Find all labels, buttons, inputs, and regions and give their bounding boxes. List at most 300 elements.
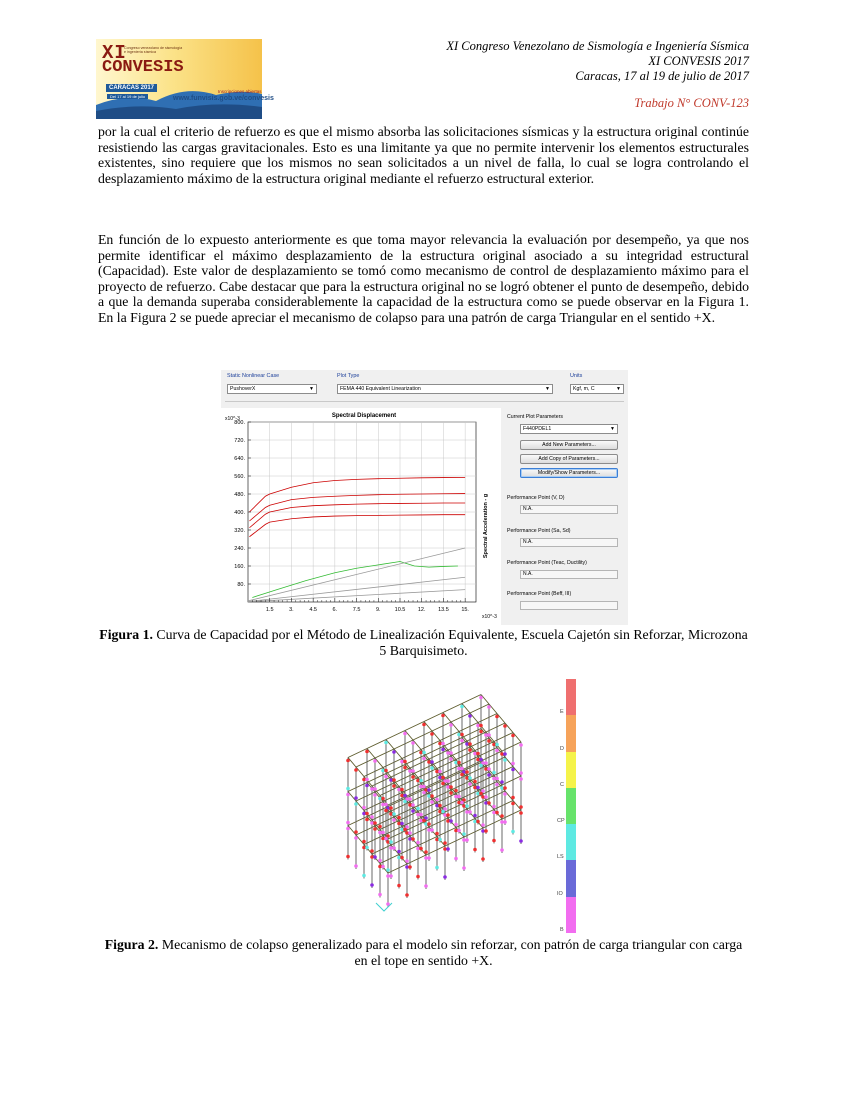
plastic-hinge bbox=[427, 856, 431, 860]
plastic-hinge bbox=[443, 875, 447, 879]
plastic-hinge bbox=[430, 828, 434, 832]
x-tick-label: 9. bbox=[375, 607, 381, 613]
plastic-hinge bbox=[392, 846, 396, 850]
plastic-hinge bbox=[495, 743, 499, 747]
beam bbox=[443, 704, 462, 713]
plastic-hinge bbox=[416, 875, 420, 879]
y-multiplier: x10^-3 bbox=[225, 416, 240, 422]
plastic-hinge bbox=[365, 750, 369, 754]
y-tick-label: 640. bbox=[234, 456, 245, 462]
plastic-hinge bbox=[519, 743, 523, 747]
plastic-hinge bbox=[400, 856, 404, 860]
logo-inscriptions: Inscripciones abiertas bbox=[218, 89, 262, 94]
plastic-hinge bbox=[511, 762, 515, 766]
pp-sasd-field: N.A. bbox=[520, 538, 618, 547]
plastic-hinge bbox=[479, 792, 483, 796]
beam bbox=[513, 801, 521, 811]
plastic-hinge bbox=[373, 759, 377, 763]
plastic-hinge bbox=[384, 741, 388, 745]
legend-swatch-cp bbox=[566, 788, 576, 824]
current-plot-parameters-label: Current Plot Parameters bbox=[507, 414, 563, 420]
beam bbox=[481, 695, 489, 705]
pp-beff-field bbox=[520, 601, 618, 610]
chevron-down-icon: ▼ bbox=[610, 426, 615, 432]
beam bbox=[424, 713, 443, 722]
current-plot-parameters-value: F440PDEL1 bbox=[523, 426, 552, 432]
beam bbox=[505, 757, 513, 767]
plastic-hinge bbox=[389, 806, 393, 810]
plastic-hinge bbox=[460, 739, 464, 743]
plastic-hinge bbox=[438, 838, 442, 842]
plastic-hinge bbox=[424, 850, 428, 854]
beam bbox=[405, 722, 424, 731]
plastic-hinge bbox=[476, 752, 480, 756]
chevron-down-icon: ▼ bbox=[616, 386, 621, 392]
plastic-hinge bbox=[384, 803, 388, 807]
plastic-hinge bbox=[403, 732, 407, 736]
plastic-hinge bbox=[416, 841, 420, 845]
plastic-hinge bbox=[503, 752, 507, 756]
congress-logo bbox=[96, 39, 274, 119]
beam bbox=[380, 864, 388, 874]
x-tick-label: 6. bbox=[332, 607, 338, 613]
plastic-hinge bbox=[354, 836, 358, 840]
beam bbox=[375, 758, 383, 768]
beam bbox=[497, 714, 505, 724]
plastic-hinge bbox=[400, 822, 404, 826]
beam bbox=[410, 836, 418, 846]
plastic-hinge bbox=[408, 865, 412, 869]
plastic-hinge bbox=[441, 810, 445, 814]
x-tick-label: 15. bbox=[461, 607, 469, 613]
units-label: Units bbox=[570, 373, 583, 379]
plastic-hinge bbox=[511, 734, 515, 738]
logo-convesis: CONVESIS bbox=[102, 58, 184, 77]
plot-type-value: FEMA 440 Equivalent Linearization bbox=[340, 386, 421, 392]
plastic-hinge bbox=[365, 812, 369, 816]
legend-label-e: E bbox=[560, 709, 564, 716]
legend-label-cp: CP bbox=[557, 818, 565, 825]
plastic-hinge bbox=[492, 839, 496, 843]
plastic-hinge bbox=[362, 874, 366, 878]
hinge-legend-bar bbox=[566, 679, 576, 933]
plastic-hinge bbox=[449, 791, 453, 795]
beam bbox=[391, 845, 399, 855]
plastic-hinge bbox=[386, 902, 390, 906]
beam bbox=[364, 845, 372, 855]
plastic-hinge bbox=[454, 823, 458, 827]
plastic-hinge bbox=[438, 770, 442, 774]
plastic-hinge bbox=[479, 764, 483, 768]
plastic-hinge bbox=[389, 840, 393, 844]
plastic-hinge bbox=[365, 846, 369, 850]
x-tick-label: 1.5 bbox=[265, 607, 274, 613]
plastic-hinge bbox=[422, 785, 426, 789]
beam bbox=[386, 774, 394, 784]
plastic-hinge bbox=[495, 811, 499, 815]
beam bbox=[429, 827, 437, 837]
plastic-hinge bbox=[479, 724, 483, 728]
beam bbox=[497, 748, 505, 758]
plastic-hinge bbox=[370, 883, 374, 887]
plastic-hinge bbox=[354, 864, 358, 868]
pp-beff-label: Performance Point (Beff, III) bbox=[507, 591, 572, 597]
plastic-hinge bbox=[430, 794, 434, 798]
y-tick-label: 720. bbox=[234, 438, 245, 444]
beam bbox=[424, 722, 432, 732]
beam bbox=[394, 783, 402, 793]
beam bbox=[356, 758, 375, 767]
plastic-hinge bbox=[427, 788, 431, 792]
plastic-hinge bbox=[511, 802, 515, 806]
plastic-hinge bbox=[449, 723, 453, 727]
static-case-select[interactable] bbox=[227, 384, 317, 394]
plastic-hinge bbox=[362, 806, 366, 810]
plastic-hinge bbox=[378, 893, 382, 897]
plastic-hinge bbox=[419, 813, 423, 817]
plastic-hinge bbox=[487, 801, 491, 805]
plastic-hinge bbox=[384, 837, 388, 841]
plastic-hinge bbox=[492, 771, 496, 775]
plastic-hinge bbox=[346, 787, 350, 791]
y-axis-label: Spectral Acceleration - g bbox=[483, 493, 489, 559]
plastic-hinge bbox=[449, 751, 453, 755]
plastic-hinge bbox=[346, 793, 350, 797]
add-new-parameters-button[interactable]: Add New Parameters... bbox=[520, 440, 618, 450]
beam bbox=[394, 749, 402, 759]
plastic-hinge bbox=[500, 780, 504, 784]
beam bbox=[505, 723, 513, 733]
plastic-hinge bbox=[503, 820, 507, 824]
plastic-hinge bbox=[519, 771, 523, 775]
plastic-hinge bbox=[495, 777, 499, 781]
beam bbox=[462, 695, 481, 704]
plastic-hinge bbox=[378, 825, 382, 829]
beam bbox=[356, 801, 364, 811]
beam bbox=[348, 758, 356, 768]
plastic-hinge bbox=[392, 750, 396, 754]
plastic-hinge bbox=[389, 874, 393, 878]
plastic-hinge bbox=[384, 769, 388, 773]
beam bbox=[489, 738, 497, 748]
plastic-hinge bbox=[481, 823, 485, 827]
beam bbox=[470, 713, 478, 723]
y-tick-label: 800. bbox=[234, 420, 245, 426]
paragraph-1: por la cual el criterio de refuerzo es que el mismo absorba las solicitaciones sísmicas y la estructura original continúe resistiendo las cargas gravitacionales. Esto es una limitante ya que no permite intervenir los elementos estructurales existentes, sino requiere que los mismos no sean solicitados a un nivel de falla, lo cual se logra controlando el desplazamiento máximo de la estructura original mediante el refuerzo estructural exterior. bbox=[98, 124, 749, 186]
plastic-hinge bbox=[487, 733, 491, 737]
plastic-hinge bbox=[422, 819, 426, 823]
beam bbox=[348, 792, 356, 802]
plastic-hinge bbox=[503, 724, 507, 728]
plastic-hinge bbox=[495, 715, 499, 719]
beam bbox=[367, 783, 375, 793]
plastic-hinge bbox=[362, 840, 366, 844]
plastic-hinge bbox=[487, 767, 491, 771]
plastic-hinge bbox=[460, 767, 464, 771]
plastic-hinge bbox=[441, 714, 445, 718]
plastic-hinge bbox=[365, 784, 369, 788]
plastic-hinge bbox=[346, 821, 350, 825]
add-copy-parameters-button[interactable]: Add Copy of Parameters... bbox=[520, 454, 618, 464]
plastic-hinge bbox=[416, 807, 420, 811]
legend-swatch-c bbox=[566, 752, 576, 788]
legend-swatch-d bbox=[566, 715, 576, 751]
plastic-hinge bbox=[392, 778, 396, 782]
plastic-hinge bbox=[373, 793, 377, 797]
x-multiplier: x10^-3 bbox=[482, 614, 497, 620]
plastic-hinge bbox=[457, 761, 461, 765]
divider bbox=[225, 401, 624, 402]
plastic-hinge bbox=[381, 831, 385, 835]
beam bbox=[451, 713, 470, 722]
beam bbox=[451, 756, 459, 766]
legend-label-b: B bbox=[560, 927, 564, 933]
plastic-hinge bbox=[370, 849, 374, 853]
beam bbox=[467, 809, 475, 819]
plastic-hinge bbox=[457, 795, 461, 799]
plastic-hinge bbox=[500, 814, 504, 818]
plastic-hinge bbox=[519, 811, 523, 815]
beam bbox=[475, 819, 483, 829]
plastic-hinge bbox=[419, 779, 423, 783]
plastic-hinge bbox=[411, 775, 415, 779]
legend-label-io: IO bbox=[557, 890, 563, 897]
x-tick-label: 10.5 bbox=[394, 607, 406, 613]
plastic-hinge bbox=[422, 791, 426, 795]
beam bbox=[513, 733, 521, 743]
beam bbox=[367, 749, 375, 759]
plastic-hinge bbox=[481, 857, 485, 861]
plastic-hinge bbox=[424, 884, 428, 888]
plastic-hinge bbox=[484, 829, 488, 833]
pp-vd-label: Performance Point (V, D) bbox=[507, 495, 565, 501]
beam bbox=[405, 731, 413, 741]
x-tick-label: 3. bbox=[289, 607, 294, 613]
logo-xi: XI bbox=[102, 42, 127, 64]
beam bbox=[486, 800, 494, 810]
plastic-hinge bbox=[411, 769, 415, 773]
plastic-hinge bbox=[468, 714, 472, 718]
plastic-hinge bbox=[500, 848, 504, 852]
plastic-hinge bbox=[419, 847, 423, 851]
plastic-hinge bbox=[405, 893, 409, 897]
plastic-hinge bbox=[441, 782, 445, 786]
logo-dates: Del 17 al 19 de julio bbox=[107, 94, 148, 99]
legend-swatch-b bbox=[566, 897, 576, 933]
plastic-hinge bbox=[397, 816, 401, 820]
plastic-hinge bbox=[460, 773, 464, 777]
plastic-hinge bbox=[519, 805, 523, 809]
plastic-hinge bbox=[373, 787, 377, 791]
logo-website: www.funvisis.gob.ve/convesis bbox=[173, 95, 274, 102]
x-tick-label: 7.5 bbox=[352, 607, 361, 613]
figure-1-caption bbox=[98, 627, 749, 659]
plastic-hinge bbox=[354, 802, 358, 806]
legend-label-c: C bbox=[560, 781, 564, 788]
plastic-hinge bbox=[435, 866, 439, 870]
plastic-hinge bbox=[430, 800, 434, 804]
beam bbox=[462, 738, 470, 748]
beam bbox=[432, 722, 451, 731]
figure-2-caption bbox=[98, 937, 749, 969]
plastic-hinge bbox=[365, 778, 369, 782]
conference-header bbox=[446, 39, 749, 84]
beam bbox=[437, 837, 445, 847]
figure-1-caption-label: Figura 1. bbox=[99, 627, 153, 642]
plastic-hinge bbox=[403, 828, 407, 832]
plastic-hinge bbox=[373, 855, 377, 859]
header-line-2: XI CONVESIS 2017 bbox=[648, 54, 749, 68]
legend-swatch-ls bbox=[566, 824, 576, 860]
plastic-hinge bbox=[386, 868, 390, 872]
legend-label-d: D bbox=[560, 745, 564, 752]
beam bbox=[456, 828, 464, 838]
plastic-hinge bbox=[473, 814, 477, 818]
plastic-hinge bbox=[484, 795, 488, 799]
beam bbox=[375, 749, 394, 758]
beam bbox=[462, 704, 470, 714]
beam bbox=[432, 765, 440, 775]
plastic-hinge bbox=[365, 818, 369, 822]
plastic-hinge bbox=[438, 804, 442, 808]
plastic-hinge bbox=[373, 827, 377, 831]
plastic-hinge bbox=[411, 809, 415, 813]
plastic-hinge bbox=[354, 830, 358, 834]
y-tick-label: 320. bbox=[234, 528, 245, 534]
plastic-hinge bbox=[397, 884, 401, 888]
plastic-hinge bbox=[370, 815, 374, 819]
beam bbox=[348, 826, 356, 836]
chevron-down-icon: ▼ bbox=[545, 386, 550, 392]
plastic-hinge bbox=[441, 748, 445, 752]
plastic-hinge bbox=[460, 801, 464, 805]
x-tick-label: 13.5 bbox=[438, 607, 449, 613]
plastic-hinge bbox=[487, 705, 491, 709]
pp-teff-label: Performance Point (Teac, Ductility) bbox=[507, 560, 587, 566]
plastic-hinge bbox=[411, 741, 415, 745]
plastic-hinge bbox=[511, 830, 515, 834]
plastic-hinge bbox=[468, 748, 472, 752]
y-tick-label: 80. bbox=[237, 582, 245, 588]
plastic-hinge bbox=[484, 761, 488, 765]
units-select[interactable] bbox=[570, 384, 624, 394]
plastic-hinge bbox=[446, 813, 450, 817]
plastic-hinge bbox=[449, 785, 453, 789]
logo-city: CARACAS 2017 bbox=[106, 84, 157, 92]
plastic-hinge bbox=[346, 759, 350, 763]
plastic-hinge bbox=[435, 832, 439, 836]
static-case-label: Static Nonlinear Case bbox=[227, 373, 280, 379]
legend-swatch-e bbox=[566, 679, 576, 715]
plot-type-label: Plot Type bbox=[337, 373, 360, 379]
plastic-hinge bbox=[468, 810, 472, 814]
current-plot-parameters-select[interactable] bbox=[520, 424, 618, 434]
beam bbox=[451, 722, 459, 732]
plastic-hinge bbox=[462, 832, 466, 836]
plastic-hinge bbox=[441, 742, 445, 746]
plastic-hinge bbox=[435, 798, 439, 802]
beam bbox=[386, 740, 394, 750]
y-tick-label: 160. bbox=[234, 564, 245, 570]
structural-frame-3d-model bbox=[280, 675, 580, 935]
plastic-hinge bbox=[405, 859, 409, 863]
beam bbox=[413, 774, 421, 784]
beam bbox=[505, 791, 513, 801]
plastic-hinge bbox=[397, 850, 401, 854]
chevron-down-icon: ▼ bbox=[309, 386, 314, 392]
plastic-hinge bbox=[476, 820, 480, 824]
beam bbox=[432, 731, 440, 741]
spectral-displacement-chart bbox=[221, 408, 501, 625]
plastic-hinge bbox=[400, 788, 404, 792]
x-tick-label: 4.5 bbox=[309, 607, 317, 613]
beam bbox=[481, 729, 489, 739]
plastic-hinge bbox=[503, 758, 507, 762]
modify-show-parameters-button[interactable]: Modify/Show Parameters... bbox=[520, 468, 618, 478]
plastic-hinge bbox=[411, 803, 415, 807]
beam bbox=[405, 765, 413, 775]
logo-subtitle: Congreso venezolano de sismología e ingeniería sísmica bbox=[124, 46, 183, 54]
beam bbox=[494, 810, 502, 820]
plastic-hinge bbox=[422, 751, 426, 755]
y-tick-label: 400. bbox=[234, 510, 245, 516]
plastic-hinge bbox=[446, 779, 450, 783]
plastic-hinge bbox=[403, 766, 407, 770]
pp-teff-field: N.A. bbox=[520, 570, 618, 579]
plastic-hinge bbox=[384, 775, 388, 779]
plastic-hinge bbox=[473, 848, 477, 852]
plastic-hinge bbox=[468, 782, 472, 786]
plastic-hinge bbox=[503, 786, 507, 790]
beam bbox=[470, 704, 489, 713]
plastic-hinge bbox=[392, 784, 396, 788]
plastic-hinge bbox=[468, 776, 472, 780]
beam bbox=[413, 740, 421, 750]
plastic-hinge bbox=[476, 786, 480, 790]
plastic-hinge bbox=[422, 757, 426, 761]
x-tick-label: 12. bbox=[417, 607, 426, 613]
beam bbox=[448, 818, 456, 828]
legend-swatch-io bbox=[566, 860, 576, 896]
plastic-hinge bbox=[378, 859, 382, 863]
plastic-hinge bbox=[454, 789, 458, 793]
plastic-hinge bbox=[449, 757, 453, 761]
plastic-hinge bbox=[346, 827, 350, 831]
static-case-value: PushoverX bbox=[230, 386, 256, 392]
pp-sasd-label: Performance Point (Sa, Sd) bbox=[507, 528, 571, 534]
plastic-hinge bbox=[403, 800, 407, 804]
plastic-hinge bbox=[492, 805, 496, 809]
beam bbox=[356, 835, 364, 845]
beam bbox=[348, 749, 367, 758]
plastic-hinge bbox=[408, 797, 412, 801]
plastic-hinge bbox=[403, 794, 407, 798]
plastic-hinge bbox=[503, 792, 507, 796]
pp-vd-field: N.A. bbox=[520, 505, 618, 514]
y-tick-label: 480. bbox=[234, 492, 245, 498]
beam bbox=[394, 740, 413, 749]
plot-type-select[interactable] bbox=[337, 384, 553, 394]
beam bbox=[424, 756, 432, 766]
chart-title: Spectral Displacement bbox=[331, 413, 397, 419]
figure-2-caption-label: Figura 2. bbox=[104, 937, 159, 952]
beam bbox=[375, 792, 383, 802]
plastic-hinge bbox=[354, 768, 358, 772]
y-tick-label: 560. bbox=[234, 474, 245, 480]
plastic-hinge bbox=[384, 809, 388, 813]
plastic-hinge bbox=[427, 822, 431, 826]
figure-1-screenshot bbox=[221, 370, 628, 625]
